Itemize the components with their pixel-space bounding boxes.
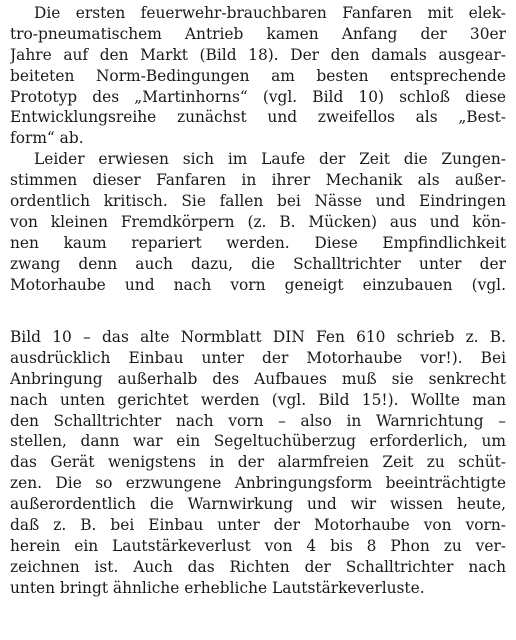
text-line: Jahre auf den Markt (Bild 18). Der den damals ausgear- xyxy=(10,45,506,64)
text-line: ausdrücklich Einbau unter der Motorhaube vor!). Bei xyxy=(10,348,506,367)
text-line: zen. Die so erzwungene Anbringungsform beeinträchtigte xyxy=(10,474,506,493)
text-line: Entwicklungsreihe zunächst und zweifellos als „Best- xyxy=(10,108,506,127)
text-line: Anbringung außerhalb des Aufbaues muß sie senkrecht xyxy=(10,369,506,388)
text-line: zwang denn auch dazu, die Schalltrichter unter der xyxy=(10,254,506,273)
text-line: unten bringt ähnliche erhebliche Lautstärkeverluste. xyxy=(10,578,425,597)
text-line: stellen, dann war ein Segeltuchüberzug erforderlich, um xyxy=(10,432,506,451)
text-line: außerordentlich die Warnwirkung und wir wissen heute, xyxy=(10,495,506,514)
text-line: tro-pneumatischem Antrieb kamen Anfang der 30er xyxy=(10,24,506,43)
text-line: Leider erwiesen sich im Laufe der Zeit die Zungen- xyxy=(34,150,506,169)
text-line: Bild 10 – das alte Normblatt DIN Fen 610 schrieb z. B. xyxy=(10,328,506,346)
text-line: den Schalltrichter nach vorn – also in Warnrichtung – xyxy=(10,411,506,430)
text-line: zeichnen ist. Auch das Richten der Schalltrichter nach xyxy=(10,557,506,576)
text-line: daß z. B. bei Einbau unter der Motorhaube von vorn- xyxy=(10,516,506,535)
text-column-lower xyxy=(10,327,506,599)
text-line: stimmen dieser Fanfaren in ihrer Mechanik als außer- xyxy=(10,171,506,190)
text-line: form“ ab. xyxy=(10,129,84,148)
text-line: von kleinen Fremdkörpern (z. B. Mücken) aus und kön- xyxy=(10,212,506,231)
text-line: das Gerät wenigstens in der alarmfreien Zeit zu schüt- xyxy=(10,453,506,472)
text-line: nach unten gerichtet werden (vgl. Bild 15!). Wollte man xyxy=(10,390,506,409)
text-line: nen kaum repariert werden. Diese Empfindlichkeit xyxy=(10,233,506,252)
text-line: Die ersten feuerwehr-brauchbaren Fanfaren mit elek- xyxy=(34,4,506,22)
text-line: Prototyp des „Martinhorns“ (vgl. Bild 10) schloß diese xyxy=(10,87,506,106)
text-line: beiteten Norm-Bedingungen am besten entsprechende xyxy=(10,66,506,85)
text-line: ordentlich kritisch. Sie fallen bei Nässe und Eindringen xyxy=(10,192,506,211)
text-column-upper xyxy=(10,3,506,295)
text-line: Motorhaube und nach vorn geneigt einzubauen (vgl. xyxy=(10,275,506,294)
text-line: herein ein Lautstärkeverlust von 4 bis 8 Phon zu ver- xyxy=(10,536,506,555)
